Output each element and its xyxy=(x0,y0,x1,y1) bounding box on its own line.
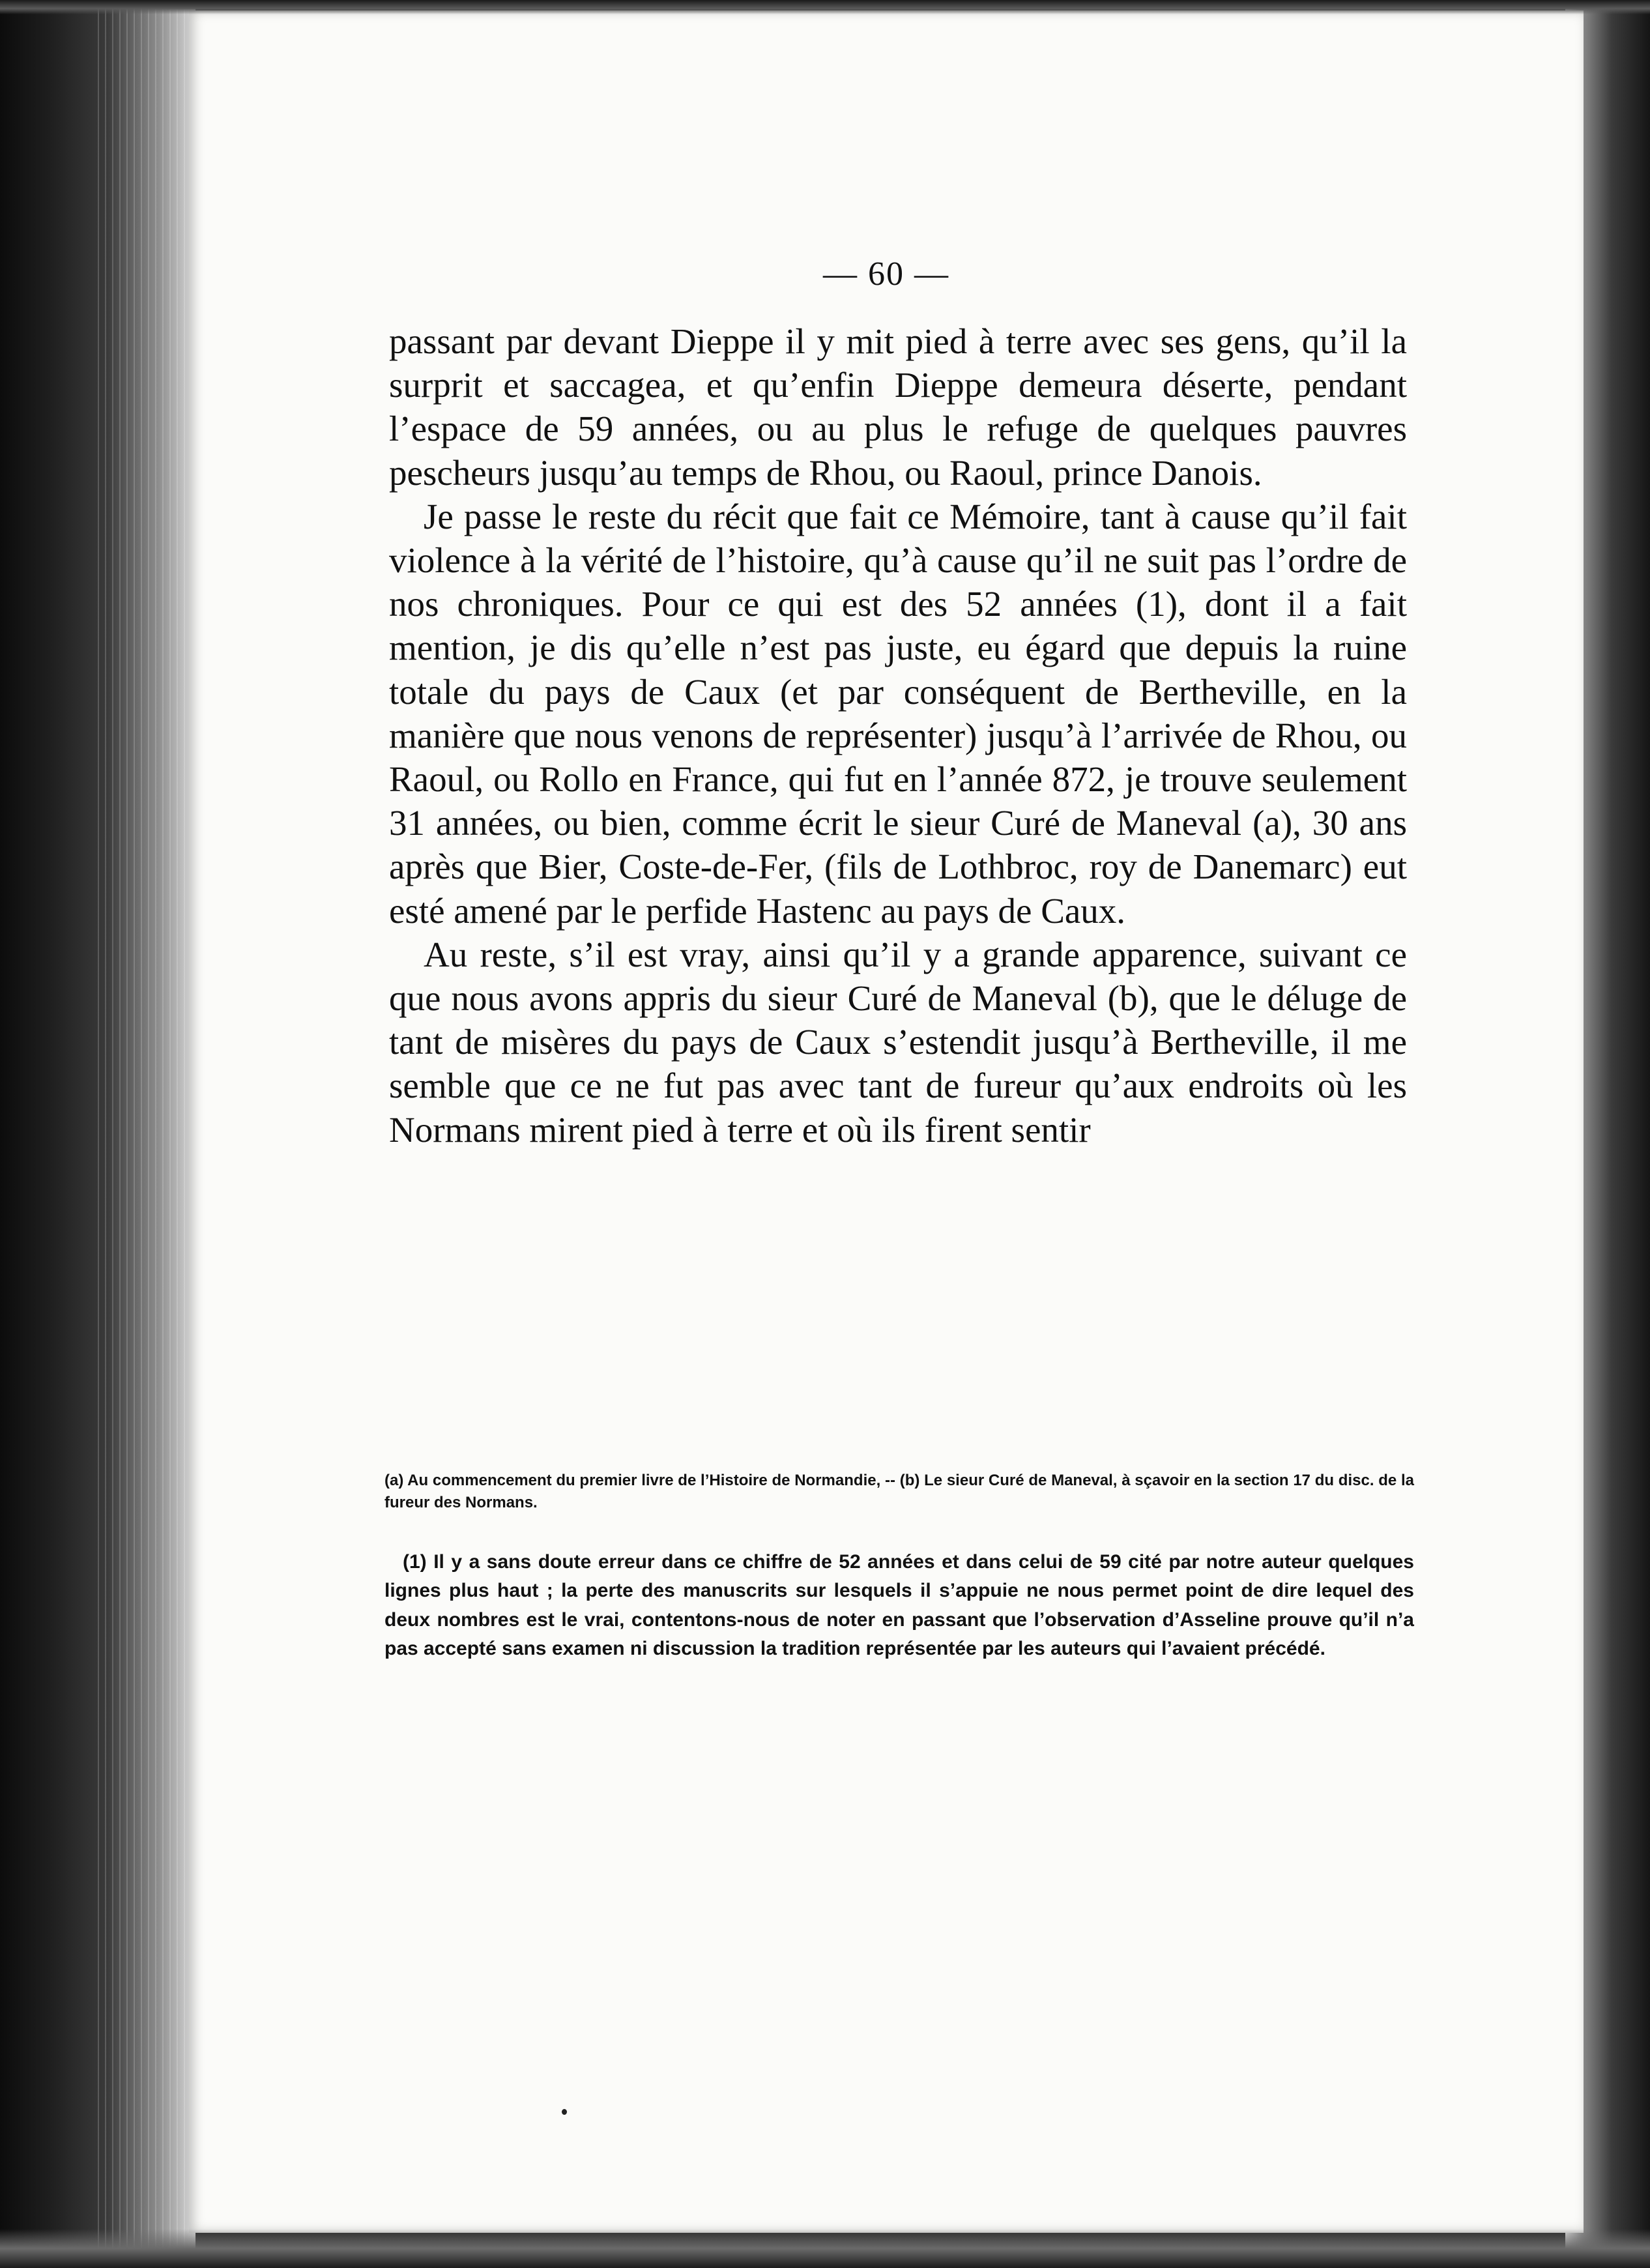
footnote-letters xyxy=(384,1470,1414,1514)
body-text xyxy=(389,319,1407,1152)
scan-edge-top xyxy=(0,0,1650,14)
scan-speck xyxy=(562,2109,567,2115)
page-number: — 60 — xyxy=(823,255,949,293)
footnote-1: (1) Il y a sans doute erreur dans ce chiffre de 52 années et dans celui de 59 cité par notre auteur quelques lignes plus haut ; la perte des manuscrits sur lesquels il s’appuie ne nous permet point de dire lequel des deux nombres est le vrai, contentons-nous de noter en passant que l’observation d’Asseline prouve qu’il n’a pas accepté sans examen ni discussion la tradition représentée par les auteurs qui l’avaient précédé. xyxy=(384,1551,1414,1659)
footnote-numbered xyxy=(384,1548,1414,1663)
paragraph-1: passant par devant Dieppe il y mit pied à terre avec ses gens, qu’il la surprit et saccagea, et qu’enfin Dieppe demeura déserte, pendant l’espace de 59 années, ou au plus le refuge de quelques pauvres pescheurs jusqu’au temps de Rhou, ou Raoul, prince Danois. xyxy=(389,321,1407,493)
paragraph-3: Au reste, s’il est vray, ainsi qu’il y a grande apparence, suivant ce que nous avons appris du sieur Curé de Maneval (b), que le déluge de tant de misères du pays de Caux s’estendit jusqu’à Bertheville, il me semble que ce ne fut pas avec tant de fureur qu’aux endroits où les Normans mirent pied à terre et où ils firent sentir xyxy=(389,934,1407,1150)
scan-edge-bottom xyxy=(0,2229,1650,2268)
paragraph-2: Je passe le reste du récit que fait ce Mémoire, tant à cause qu’il fait violence à la vérité de l’histoire, qu’à cause qu’il ne suit pas l’ordre de nos chroniques. Pour ce qui est des 52 années (1), dont il a fait mention, je dis qu’elle n’est pas juste, eu égard que depuis la ruine totale du pays de Caux (et par conséquent de Bertheville, en la manière que nous venons de représenter) jusqu’à l’arrivée de Rhou, ou Raoul, ou Rollo en France, qui fut en l’année 872, je trouve seulement 31 années, ou bien, comme écrit le sieur Curé de Maneval (a), 30 ans après que Bier, Coste-de-Fer, (fils de Lothbroc, roy de Danemarc) eut esté amené par le perfide Hastenc au pays de Caux. xyxy=(389,496,1407,931)
footnote-a-b: (a) Au commencement du premier livre de l’Histoire de Normandie, -- (b) Le sieur Curé de Maneval, à sçavoir en la section 17 du disc. de la fureur des Normans. xyxy=(384,1472,1414,1511)
scan-binding-page-edges xyxy=(98,0,189,2268)
